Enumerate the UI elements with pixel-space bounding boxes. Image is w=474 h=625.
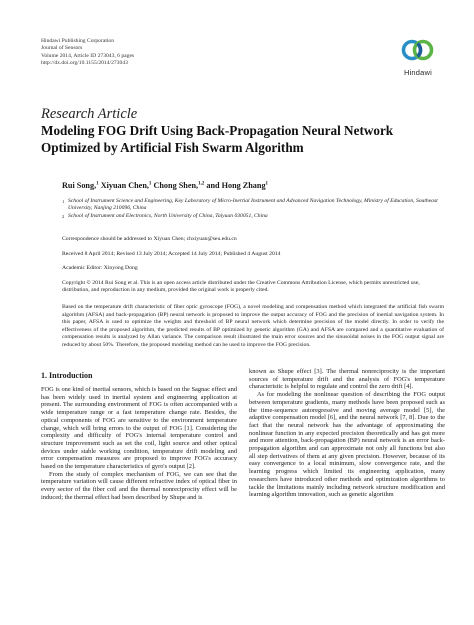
paragraph: known as Shupe effect [3]. The thermal nonreciprocity is the important sources of temperature drift and the analysis of FOG's temperature characteristic is helpful to regulate and control the zero drift [4]. bbox=[249, 368, 445, 391]
affiliation-number: 1 bbox=[62, 199, 65, 204]
copyright-notice: Copyright © 2014 Rui Song et al. This is an open access article distributed under the Creative Commons Attribution License, which permits unrestricted use, distribution, and reproduction in any medium, provided the original work is properly cited. bbox=[62, 280, 420, 294]
affiliation-item bbox=[62, 198, 442, 213]
author-affil-mark: 1,2 bbox=[198, 181, 205, 187]
affiliation-number: 2 bbox=[62, 213, 65, 219]
author-affil-mark: 1 bbox=[148, 181, 152, 187]
paragraph: FOG is one kind of inertial sensors, which is based on the Sagnac effect and has been widely used in inertial system and engineering application at present. The surrounding environment of FOG is often accompanied with a wide temperature range or a fast temperature change rate. Besides, the optical components of FOG are sensitive to the environment temperature change, which will bring errors to the output of FOG [1]. Considering the complexity and difficulty of FOG's internal temperature control and structure improvement such as set the coil, light source and other optical devices under stable working condition, temperature drift modeling and error compensation measures are proposed to improve FOG's accuracy based on the temperature characteristics of gyro's output [2]. bbox=[41, 386, 237, 471]
volume-info: Volume 2014, Article ID 273043, 6 pages bbox=[41, 52, 135, 59]
right-column bbox=[249, 368, 445, 499]
publisher: Hindawi Publishing Corporation bbox=[41, 38, 115, 44]
author-name: Chong Shen, bbox=[151, 181, 199, 190]
author-name: Xiyuan Chen, bbox=[98, 181, 149, 190]
correspondence: Correspondence should be addressed to Xiyuan Chen; chxiyuan@seu.edu.cn bbox=[62, 236, 237, 242]
paragraph: As for modeling the nonlinear question of describing the FOG output between temperature gradients, many methods have been proposed such as the time-sequence autoregressive and moving average model [5], the adaptive compensation model [6], and the neural network [7, 8]. Due to the fact that the neural network has the advantage of approximating the nonlinear function in any expected precision theoretically and has got more and more attention, back-propagation (BP) neural network is an error back-propagation algorithm and can approximate not only all functions but also all step derivatives of them at any given precision. However, because of its easy convergence to a local minimum, slow convergence rate, and the learning progress which limited its engineering application, many researchers have introduced other methods and optimization algorithms to tackle the limitations mainly including network structure modification and learning algorithm innovation, such as genetic algorithm bbox=[249, 391, 445, 499]
logo-wordmark: Hindawi bbox=[403, 68, 433, 77]
publication-dates: Received 8 April 2014; Revised 13 July 2014; Accepted 14 July 2014; Published 4 August 2014 bbox=[62, 251, 281, 257]
article-type: Research Article bbox=[41, 106, 138, 122]
journal-header bbox=[41, 38, 134, 68]
paragraph: From the study of complex mechanism of FOG, we can see that the temperature variation will cause different refractive index of optical fiber in every sector of the fiber coil and the thermal nonreciprocity effect will be induced; the thermal effect had been described by Shupe and is bbox=[41, 470, 237, 501]
hindawi-logo bbox=[393, 38, 443, 78]
affiliations bbox=[62, 198, 442, 220]
affiliation-item bbox=[62, 213, 442, 220]
author-affil-mark: 1 bbox=[265, 181, 269, 187]
paper-title: Modeling FOG Drift Using Back-Propagation Neural Network Optimized by Artificial Fish Swarm Algorithm bbox=[41, 123, 394, 155]
doi-link[interactable]: http://dx.doi.org/10.1155/2014/273043 bbox=[41, 60, 128, 67]
affiliation-text: School of Instrument and Electronics, North University of China, Taiyuan 030051, China bbox=[68, 212, 268, 219]
affiliation-text: School of Instrument Science and Engineering, Key Laboratory of Micro-Inertial Instrument and Advanced Navigation Technology, Ministry of Education, Southeast University, Nanjing 210096, China bbox=[68, 198, 438, 212]
author-affil-mark: 1 bbox=[96, 181, 99, 187]
academic-editor: Academic Editor: Xinyong Dong bbox=[62, 265, 138, 271]
abstract: Based on the temperature drift characteristic of fiber optic gyroscope (FOG), a novel modeling and compensation method which integrated the artificial fish swarm algorithm (AFSA) and back-propagation (BP) neural network is proposed to improve the output accuracy of FOG and the precision of inertial navigation system. In this paper, AFSA is used to optimize the weights and threshold of BP neural network which determine precision of the model directly. In order to verify the effectiveness of the proposed algorithm, the predicted results of BP optimized by genetic algorithm (GA) and AFSA are compared and a quantitative evaluation of compensation results is analyzed by Allan variance. The comparison result illustrated the main error sources and the sinusoidal noises in the FOG output signal are reduced by about 50%. Therefore, the proposed modeling method can be used to improve the FOG precision. bbox=[62, 304, 444, 348]
author-name: and Hong Zhang bbox=[204, 181, 266, 190]
author-name: Rui Song, bbox=[62, 181, 97, 190]
author-list bbox=[62, 181, 268, 190]
section-heading-introduction: 1. Introduction bbox=[41, 371, 93, 380]
hindawi-logo-icon bbox=[401, 38, 435, 68]
left-column bbox=[41, 386, 237, 502]
journal-name: Journal of Sensors bbox=[41, 45, 83, 52]
